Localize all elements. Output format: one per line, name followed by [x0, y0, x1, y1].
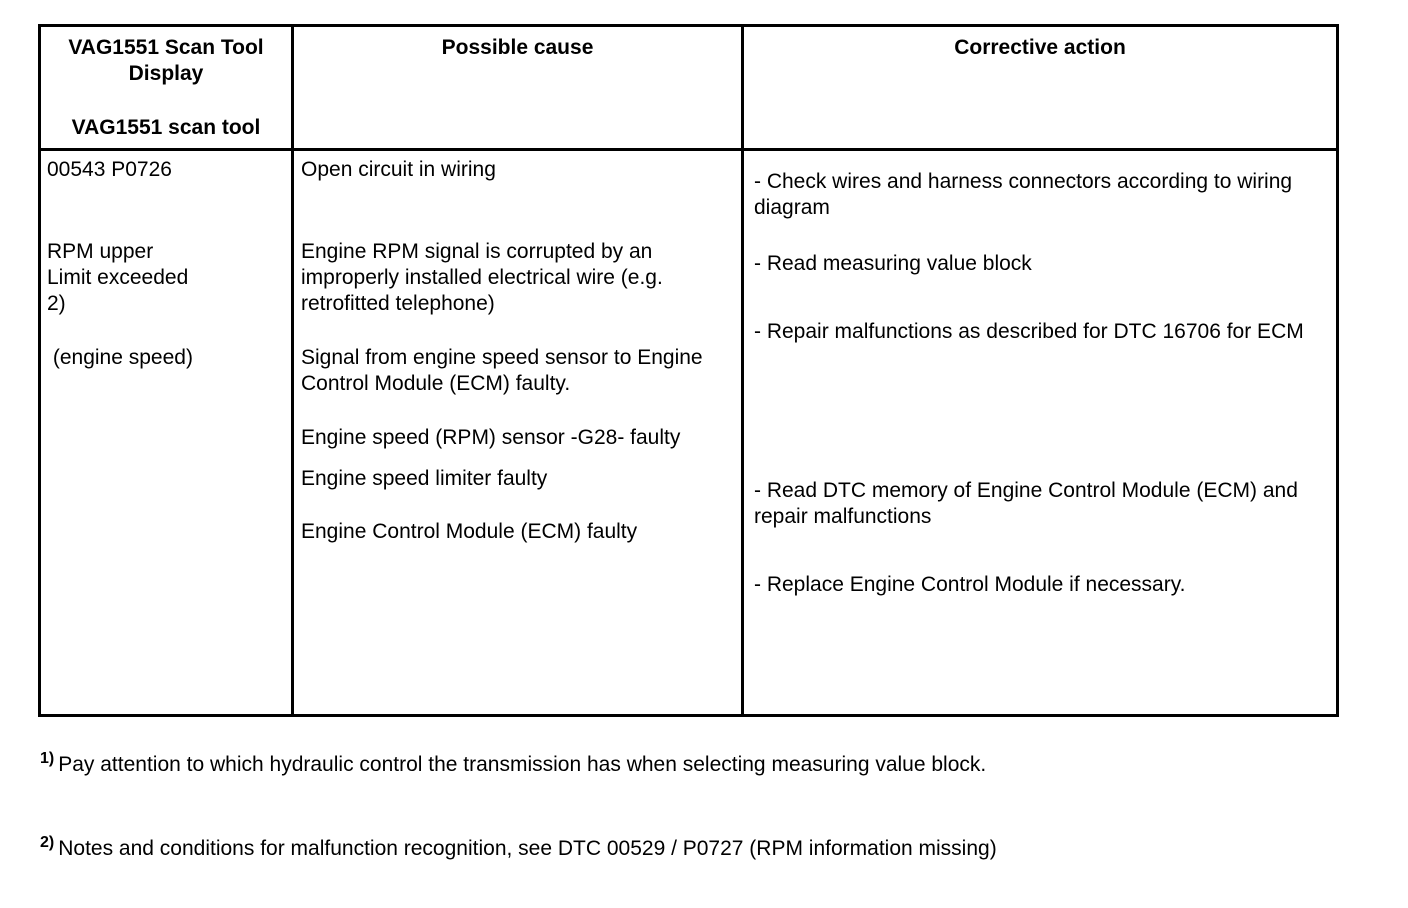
header-corrective-action: Corrective action — [954, 36, 1126, 59]
dtc-description: RPM upper Limit exceeded 2) — [47, 240, 189, 315]
action-item: - Read measuring value block — [754, 252, 1032, 275]
action-item: - Read DTC memory of Engine Control Module (ECM) and repair malfunctions — [754, 479, 1304, 528]
footnote-mark: 2) — [40, 834, 55, 851]
cause-item: Engine speed limiter faulty — [301, 467, 548, 490]
header-scan-tool: VAG1551 scan tool — [71, 116, 261, 139]
cause-item: Engine RPM signal is corrupted by an improperly installed electrical wire (e.g. retrofitted telephone) — [301, 240, 669, 315]
column-divider — [291, 27, 294, 714]
dtc-code: 00543 P0726 — [47, 158, 172, 181]
cause-item: Engine Control Module (ECM) faulty — [301, 520, 638, 543]
action-item: - Replace Engine Control Module if necessary. — [754, 573, 1186, 596]
footnote-mark: 1) — [40, 750, 55, 767]
cause-item: Engine speed (RPM) sensor -G28- faulty — [301, 426, 681, 449]
header-possible-cause: Possible cause — [441, 36, 594, 59]
footnote-text: Pay attention to which hydraulic control the transmission has when selecting measuring value block. — [58, 753, 987, 776]
footnote-text: Notes and conditions for malfunction recognition, see DTC 00529 / P0727 (RPM information missing) — [58, 837, 997, 860]
cause-item: Open circuit in wiring — [301, 158, 496, 181]
action-item: - Check wires and harness connectors according to wiring diagram — [754, 170, 1298, 219]
dtc-table — [38, 24, 1339, 717]
dtc-detail: (engine speed) — [47, 346, 193, 369]
header-divider — [41, 148, 1336, 151]
column-divider — [741, 27, 744, 714]
footnote-2 — [40, 830, 997, 862]
action-item: - Repair malfunctions as described for DTC 16706 for ECM — [754, 320, 1304, 343]
footnote-1 — [40, 746, 986, 778]
cause-item: Signal from engine speed sensor to Engine Control Module (ECM) faulty. — [301, 346, 709, 395]
header-scan-tool-display: VAG1551 Scan Tool Display — [68, 36, 264, 85]
